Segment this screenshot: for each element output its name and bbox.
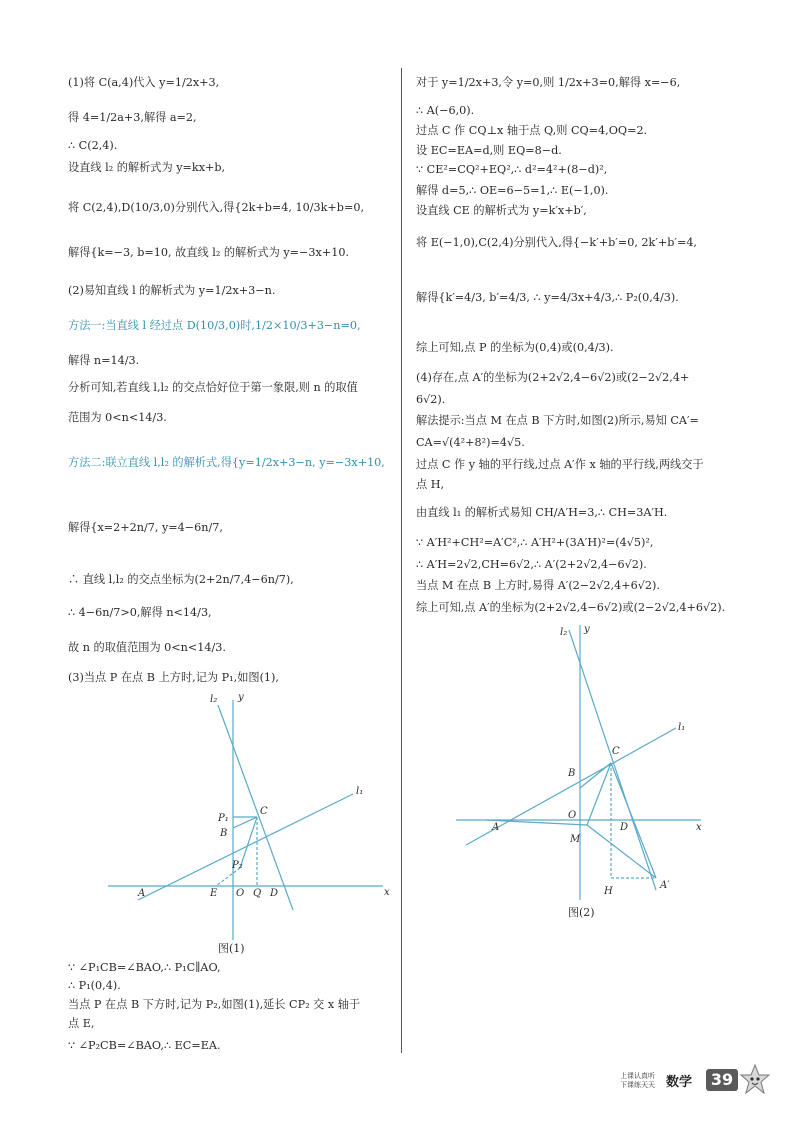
answer-line: 对于 y=1/2x+3,令 y=0,则 1/2x+3=0,解得 x=−6, [416,76,681,89]
answer-line: 设直线 l₂ 的解析式为 y=kx+b, [68,161,226,174]
answer-line: 设 EC=EA=d,则 EQ=8−d. [416,144,562,157]
label-y: y [584,624,590,635]
answer-line: 将 E(−1,0),C(2,4)分别代入,得{−k′+b′=0, 2k′+b′=4, [416,236,697,249]
answer-line: ∴ 直线 l,l₂ 的交点坐标为(2+2n/7,4−6n/7), [68,573,294,586]
answer-line: 过点 C 作 CQ⊥x 轴于点 Q,则 CQ=4,OQ=2. [416,124,648,137]
label-h: H [604,886,613,897]
answer-line: ∴ A′H=2√2,CH=6√2,∴ A′(2+2√2,4−6√2). [416,558,647,571]
label-p1: P₁ [218,813,229,824]
label-d: D [270,888,279,899]
label-b: B [568,768,576,779]
answer-line: 分析可知,若直线 l,l₂ 的交点恰好位于第一象限,则 n 的取值 [68,381,358,394]
label-x: x [384,887,390,898]
method-one-line: 方法一:当直线 l 经过点 D(10/3,0)时,1/2×10/3+3−n=0, [68,319,361,332]
label-c: C [612,746,620,757]
answer-line: ∴ C(2,4). [68,139,118,152]
answer-line: (4)存在,点 A′的坐标为(2+2√2,4−6√2)或(2−2√2,4+ [416,371,690,384]
answer-line: 故 n 的取值范围为 0<n<14/3. [68,641,226,654]
answer-line: (2)易知直线 l 的解析式为 y=1/2x+3−n. [68,284,276,297]
line-l2 [569,630,656,890]
answer-line: 点 H, [416,478,445,491]
answer-line: ∵ ∠P₁CB=∠BAO,∴ P₁C∥AO, [68,961,221,974]
label-x: x [696,822,702,833]
answer-line: 解得{k=−3, b=10, 故直线 l₂ 的解析式为 y=−3x+10. [68,246,350,259]
footer-slogan-line1: 上课认真听 [620,1072,655,1080]
answer-line: 解得{x=2+2n/7, y=4−6n/7, [68,521,223,534]
answer-line: 6√2). [416,393,446,406]
answer-line: 解得 n=14/3. [68,354,140,367]
page-footer [620,1063,770,1101]
page-number-box [706,1069,738,1091]
label-o: O [568,810,577,821]
figure-2-caption: 图(2) [568,906,595,919]
label-l2: l₂ [560,627,568,638]
answer-line: 当点 P 在点 B 下方时,记为 P₂,如图(1),延长 CP₂ 交 x 轴于 [68,998,361,1011]
answer-line: ∴ P₁(0,4). [68,979,121,992]
answer-line: 解法提示:当点 M 在点 B 下方时,如图(2)所示,易知 CA′= [416,414,699,427]
label-l2: l₂ [210,694,218,705]
answer-line: ∴ A(−6,0). [416,104,475,117]
label-y: y [238,692,244,703]
method-two-line: 方法二:联立直线 l,l₂ 的解析式,得{y=1/2x+3−n, y=−3x+10, [68,456,385,469]
page-number: 39 [710,1070,734,1089]
answer-line: 由直线 l₁ 的解析式易知 CH/A′H=3,∴ CH=3A′H. [416,506,668,519]
answer-line: ∵ ∠P₂CB=∠BAO,∴ EC=EA. [68,1039,221,1052]
label-l1: l₁ [356,786,364,797]
label-a: A [492,822,500,833]
answer-line: 解得 d=5,∴ OE=6−5=1,∴ E(−1,0). [416,184,609,197]
line-l2 [218,705,293,910]
answer-line: 解得{k′=4/3, b′=4/3, ∴ y=4/3x+4/3,∴ P₂(0,4/3). [416,291,679,304]
figure-1-caption: 图(1) [218,942,245,955]
answer-line: 范围为 0<n<14/3. [68,411,167,424]
answer-line: 设直线 CE 的解析式为 y=k′x+b′, [416,204,587,217]
answer-line: ∵ CE²=CQ²+EQ²,∴ d²=4²+(8−d)², [416,163,608,176]
answer-line: (1)将 C(a,4)代入 y=1/2x+3, [68,76,220,89]
label-a: A [138,888,146,899]
line-l1 [138,794,353,900]
answer-line: (3)当点 P 在点 B 上方时,记为 P₁,如图(1), [68,671,279,684]
figure-1 [98,690,398,960]
star-mascot-icon [740,1063,770,1099]
label-e: E [210,888,218,899]
label-b: B [220,828,228,839]
label-m: M [570,834,581,845]
label-d: D [620,822,629,833]
answer-line: ∴ 4−6n/7>0,解得 n<14/3, [68,606,212,619]
column-divider [401,68,402,1053]
label-q: Q [253,888,262,899]
label-p2: P₂ [232,860,243,871]
answer-line: 得 4=1/2a+3,解得 a=2, [68,111,197,124]
figure-2 [456,620,746,930]
answer-line: 过点 C 作 y 轴的平行线,过点 A′作 x 轴的平行线,两线交于 [416,458,704,471]
label-l1: l₁ [678,722,686,733]
label-c: C [260,806,268,817]
answer-line: 综上可知,点 P 的坐标为(0,4)或(0,4/3). [416,341,614,354]
label-a-prime: A′ [660,880,670,891]
answer-line: CA=√(4²+8²)=4√5. [416,436,525,449]
answer-line: 将 C(2,4),D(10/3,0)分别代入,得{2k+b=4, 10/3k+b=0, [68,201,365,214]
answer-line: 点 E, [68,1017,95,1030]
footer-subject: 数学 [666,1075,693,1090]
footer-slogan-line2: 下课练天天 [620,1081,655,1089]
answer-line: ∵ A′H²+CH²=A′C²,∴ A′H²+(3A′H)²=(4√5)², [416,536,654,549]
label-o: O [236,888,245,899]
answer-line: 当点 M 在点 B 上方时,易得 A′(2−2√2,4+6√2). [416,579,660,592]
answer-line: 综上可知,点 A′的坐标为(2+2√2,4−6√2)或(2−2√2,4+6√2). [416,601,726,614]
